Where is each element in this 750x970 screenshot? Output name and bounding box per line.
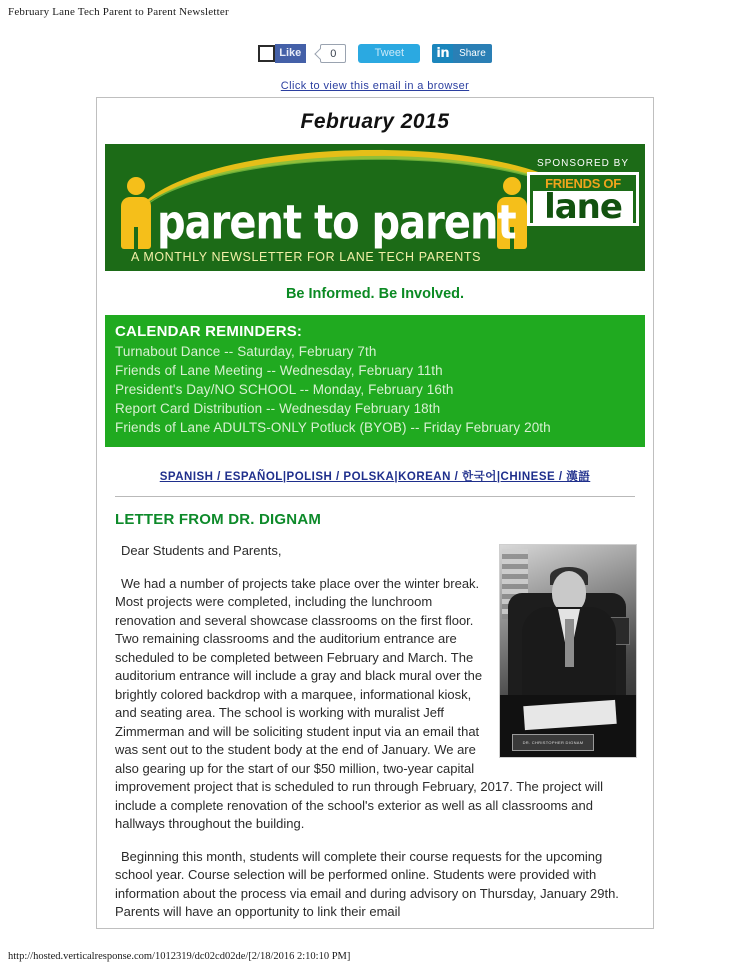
friends-of-lane-logo — [527, 172, 639, 226]
calendar-item: President's Day/NO SCHOOL -- Monday, February 16th — [115, 382, 454, 397]
newsletter-banner — [105, 144, 645, 271]
banner-tagline: A MONTHLY NEWSLETTER FOR LANE TECH PARENTS — [131, 250, 482, 264]
calendar-reminders-box — [105, 315, 645, 447]
twitter-tweet-button[interactable]: Tweet — [358, 44, 420, 63]
calendar-item: Friends of Lane ADULTS-ONLY Potluck (BYOB) -- Friday February 20th — [115, 420, 551, 435]
language-link-chinese[interactable]: CHINESE / 漢語 — [500, 471, 591, 483]
tie-shape — [565, 619, 574, 667]
language-link-polish[interactable]: POLISH / POLSKA — [286, 471, 395, 483]
calendar-item: Turnabout Dance -- Saturday, February 7th — [115, 344, 377, 359]
calendar-item: Friends of Lane Meeting -- Wednesday, February 11th — [115, 363, 443, 378]
calendar-item: Report Card Distribution -- Wednesday February 18th — [115, 401, 441, 416]
letter-heading: LETTER FROM DR. DIGNAM — [115, 511, 322, 528]
language-separator: | — [394, 471, 399, 483]
newsletter-month-title: February 2015 — [300, 110, 450, 133]
banner-wordmark: parent to parent — [157, 196, 516, 251]
letter-paragraph: Beginning this month, students will complete their course requests for the upcoming school year. Course selection will be performed online. Students were provided with information about the process via email and during advisory on Thursday, January 29th. Parents will have an opportunity to link their email — [115, 848, 619, 919]
friends-of-label: FRIENDS OF — [545, 176, 621, 191]
desk-nameplate: DR. CHRISTOPHER DIGNAM — [512, 734, 594, 751]
sponsor-logo — [527, 158, 639, 226]
language-separator: | — [496, 471, 501, 483]
print-footer-url: http://hosted.verticalresponse.com/1012319/dc02cd02de/[2/18/2016 2:10:10 PM] — [8, 951, 351, 962]
facebook-thumb-icon — [258, 45, 275, 62]
facebook-like-button[interactable] — [258, 44, 306, 63]
newsletter-card — [96, 97, 654, 929]
linkedin-share-label: Share — [453, 44, 492, 63]
facebook-like-label: Like — [275, 44, 306, 63]
calendar-reminders-title: CALENDAR REMINDERS: — [115, 323, 303, 340]
language-separator: | — [282, 471, 287, 483]
view-in-browser-link[interactable]: Click to view this email in a browser — [280, 80, 470, 92]
letter-salutation: Dear Students and Parents, — [121, 543, 282, 558]
letter-section — [97, 497, 653, 922]
letter-paragraph: We had a number of projects take place over the winter break. Most projects were completed, including the lunchroom renovation and several showcase classrooms on the first floor. Two remaining classrooms and the auditorium entrance are scheduled to be completed between February and March. The auditorium entrance will include a gray and black mural over the brightly colored backdrop with a marquee, informational kiosk, and seating area. The school is working with muralist Jeff Zimmerman and will be soliciting student input via an email that was sent out to the student body at the end of January. We are also gearing up for the start of our $50 million, two-year capital improvement project that is scheduled to run through February, 2017. The project will include a complete renovation of the school's exterior as well as all classrooms and hallways throughout the building. — [115, 575, 603, 831]
newsletter-tagline: Be Informed. Be Involved. — [285, 286, 465, 302]
sponsored-by-label: SPONSORED BY — [536, 158, 630, 169]
linkedin-icon: in — [432, 44, 453, 63]
print-header-title: February Lane Tech Parent to Parent Newsletter — [8, 6, 229, 18]
language-link-korean[interactable]: KOREAN / 한국어 — [398, 471, 497, 483]
language-link-spanish[interactable]: SPANISH / ESPAÑOL — [159, 471, 283, 483]
lane-label: lane — [533, 191, 633, 223]
social-share-bar — [0, 44, 750, 63]
principal-photo — [499, 544, 637, 758]
language-links-row — [97, 447, 653, 492]
facebook-like-count: 0 — [320, 44, 346, 63]
parent-figure-left-icon — [121, 177, 151, 249]
linkedin-share-button[interactable] — [432, 44, 491, 63]
